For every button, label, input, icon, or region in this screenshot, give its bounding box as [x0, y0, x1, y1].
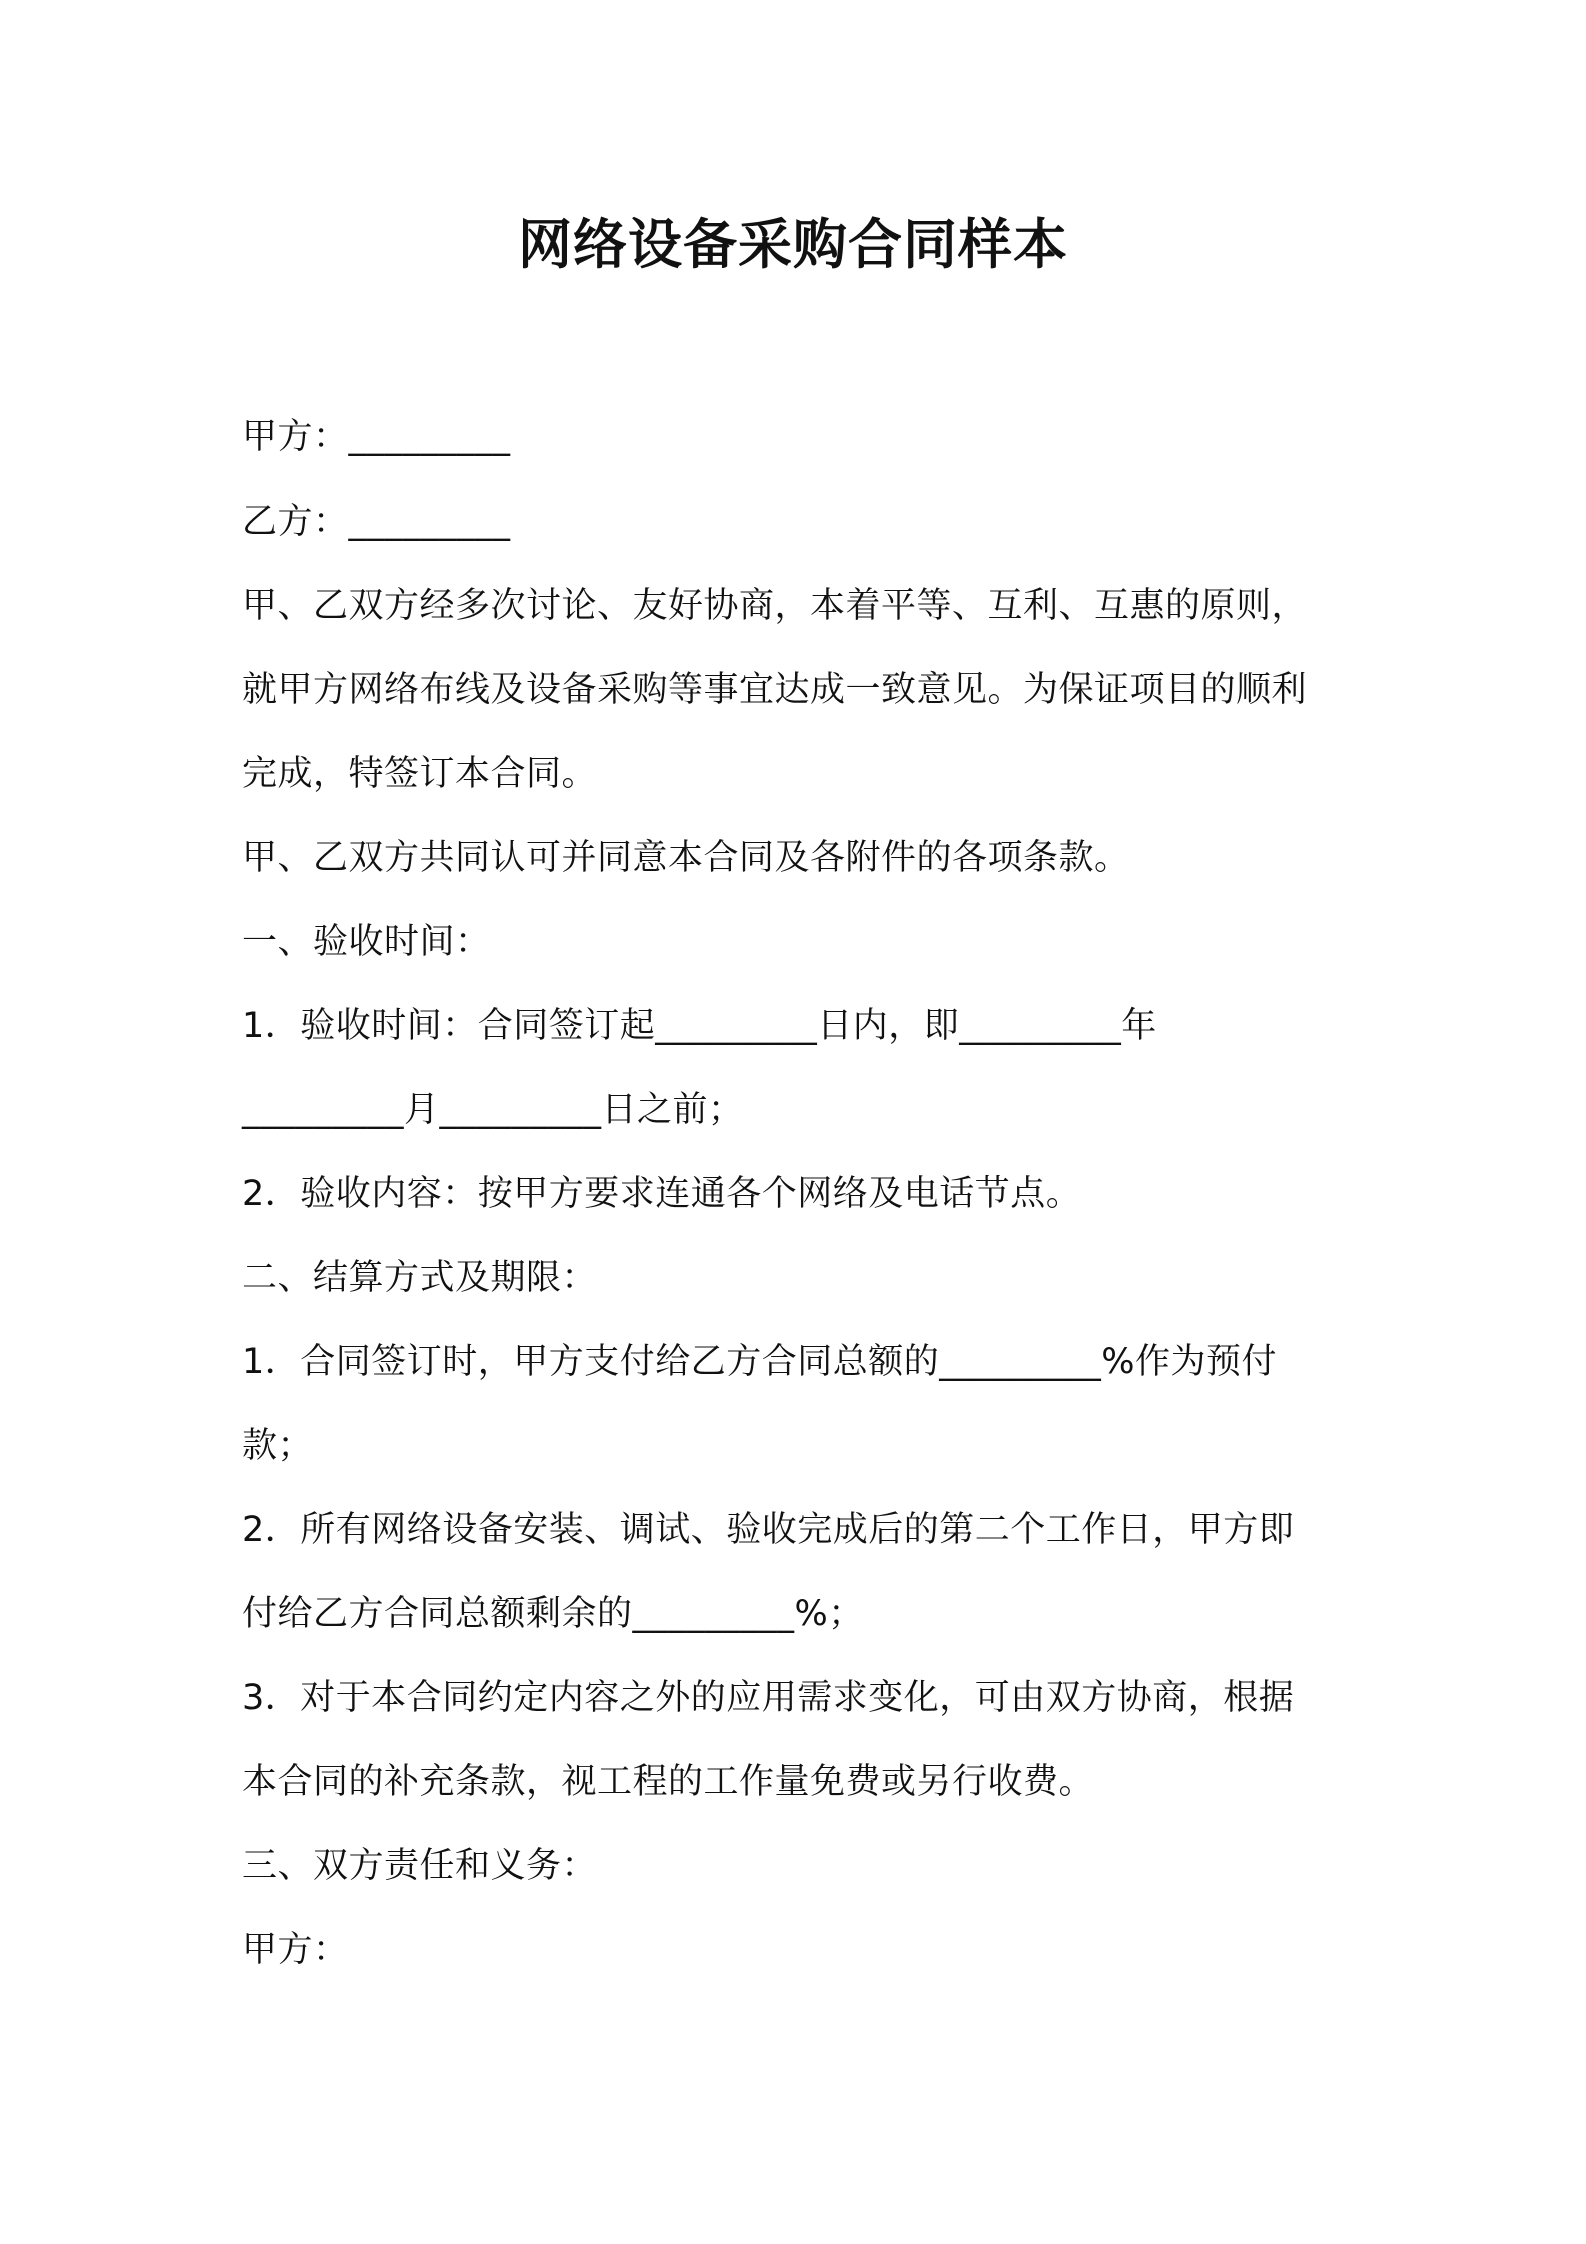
payment-clause-1-line-1: 1．合同签订时，甲方支付给乙方合同总额的_________%作为预付: [242, 1342, 1278, 1382]
party-a-line: 甲方：_________: [242, 417, 511, 457]
agreement-line: 甲、乙双方共同认可并同意本合同及各附件的各项条款。: [242, 838, 1130, 878]
acceptance-time-line-2: _________月_________日之前；: [242, 1090, 744, 1130]
acceptance-time-line-1: 1．验收时间：合同签订起_________日内，即_________年: [242, 1006, 1157, 1046]
payment-clause-1-line-2: 款；: [242, 1426, 314, 1466]
document-title: 网络设备采购合同样本: [518, 213, 1068, 276]
acceptance-content-line: 2．验收内容：按甲方要求连通各个网络及电话节点。: [242, 1174, 1082, 1214]
payment-clause-2-line-2: 付给乙方合同总额剩余的_________%；: [242, 1594, 864, 1634]
preamble-line-2: 就甲方网络布线及设备采购等事宜达成一致意见。为保证项目的顺利: [242, 670, 1308, 710]
preamble-line-3: 完成，特签订本合同。: [242, 754, 598, 794]
payment-clause-2-line-1: 2．所有网络设备安装、调试、验收完成后的第二个工作日，甲方即: [242, 1510, 1295, 1550]
section-3-heading: 三、双方责任和义务：: [242, 1846, 598, 1886]
party-a-duties-label: 甲方：: [242, 1930, 349, 1970]
payment-clause-3-line-1: 3．对于本合同约定内容之外的应用需求变化，可由双方协商，根据: [242, 1678, 1295, 1718]
preamble-line-1: 甲、乙双方经多次讨论、友好协商，本着平等、互利、互惠的原则，: [242, 586, 1308, 626]
section-2-heading: 二、结算方式及期限：: [242, 1258, 598, 1298]
party-b-line: 乙方：_________: [242, 502, 511, 542]
payment-clause-3-line-2: 本合同的补充条款，视工程的工作量免费或另行收费。: [242, 1762, 1095, 1802]
section-1-heading: 一、验收时间：: [242, 922, 491, 962]
